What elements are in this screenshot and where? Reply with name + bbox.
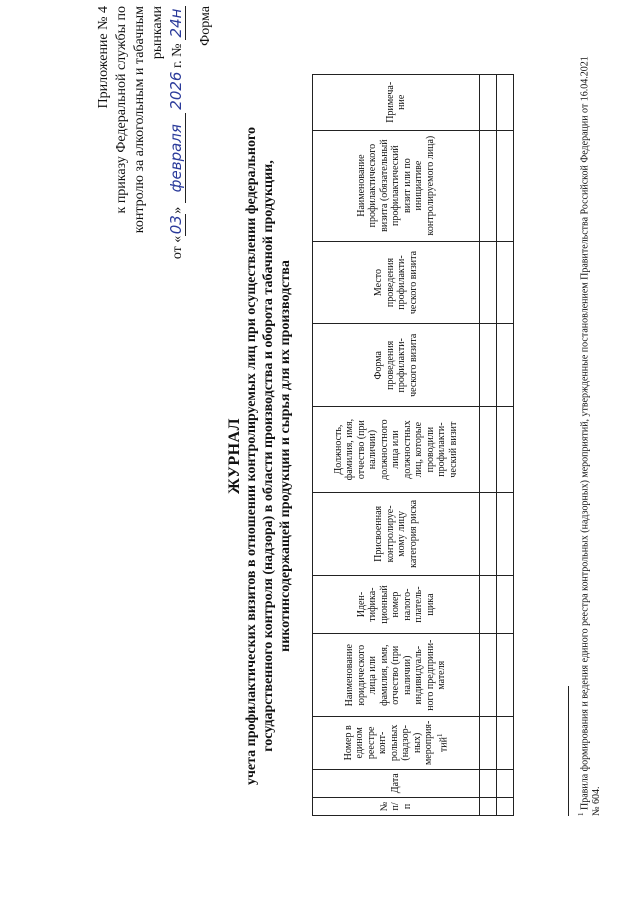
col-header-risk-category: Присвоенная контролируе-мому лицу категория риска (313, 492, 480, 575)
table-cell (497, 492, 514, 575)
appendix-block (95, 6, 187, 336)
col-header-number: № п/п (313, 797, 480, 815)
journal-title (226, 96, 294, 816)
footnote-divider (568, 686, 569, 816)
table-header-row (313, 75, 480, 816)
title-line-2: учета профилактических визитов в отношении контролируемых лиц при осуществлении федерального (244, 126, 259, 786)
table-cell (480, 75, 497, 131)
table-cell (480, 575, 497, 634)
handwritten-year: 2026 (167, 71, 185, 110)
table-body (480, 75, 514, 816)
table-cell (480, 634, 497, 717)
table-cell (497, 130, 514, 241)
table-cell (497, 407, 514, 493)
col-header-official: Должность, фамилия, имя, отчество (при наличии) должностного лица или должностных лиц, которые проводили профилакти-ческий визит (313, 407, 480, 493)
col-header-inn: Иден-тифика-ционный номер налого-платель-щика (313, 575, 480, 634)
col-header-date: Дата (313, 769, 480, 797)
appendix-line-1: Приложение № 4 (96, 6, 111, 109)
table-cell (480, 769, 497, 797)
appendix-date-line (167, 6, 187, 336)
table-cell (497, 241, 514, 324)
table-cell (480, 324, 497, 407)
title-line-4: никотинсодержащей продукции и сырья для их производства (278, 260, 293, 652)
col-header-visit-form: Форма проведения профилакти-ческого визита (313, 324, 480, 407)
date-suffix: г. № (170, 43, 185, 72)
handwritten-month: февраля (167, 113, 186, 203)
table-cell (497, 575, 514, 634)
footnote-mark: 1 (577, 812, 585, 816)
table-cell (497, 797, 514, 815)
footnote-text: Правила формирования и ведения единого реестра контрольных (надзорных) мероприятий, утвержденные постановлением Правительства Российской Федерации от 16.04.2021 № 604. (579, 56, 603, 816)
footnote-ref: 1 (435, 733, 444, 738)
date-prefix: от « (170, 235, 185, 260)
col-header-registry-number (313, 717, 480, 769)
appendix-line-4: рынками (150, 6, 165, 60)
col-header-visit-type: Наименование профилактического визита (обязательный профилактический визит или по инициативе контролируемого лица) (313, 130, 480, 241)
table-cell (480, 241, 497, 324)
date-quote: » (170, 206, 185, 214)
table-cell (480, 797, 497, 815)
journal-table (312, 74, 514, 816)
table-cell (480, 717, 497, 769)
handwritten-day: 03 (167, 215, 185, 235)
form-label: Форма (198, 6, 213, 46)
appendix-line-2: к приказу Федеральной службы по (114, 6, 129, 214)
col-header-entity-name: Наименование юридического лица или фамилия, имя, отчество (при наличии) индивидуаль-ного предприни-мателя (313, 634, 480, 717)
appendix-line-3: контролю за алкогольным и табачным (132, 6, 147, 234)
table-cell (480, 407, 497, 493)
table-cell (497, 75, 514, 131)
footnote (575, 56, 603, 816)
col-header-note: Примеча-ние (313, 75, 480, 131)
table-cell (497, 634, 514, 717)
table-row (480, 75, 497, 816)
handwritten-number: 24н (167, 6, 186, 40)
table-row (497, 75, 514, 816)
col-header-visit-place: Место проведения профилакти-ческого визита (313, 241, 480, 324)
table-cell (480, 492, 497, 575)
registry-number-text: Номер в едином реестре конт-рольных (надзор-ных) мероприя-тий (342, 720, 449, 766)
table-cell (497, 717, 514, 769)
table-cell (497, 324, 514, 407)
table-cell (497, 769, 514, 797)
title-heading: ЖУРНАЛ (226, 417, 243, 495)
table-cell (480, 130, 497, 241)
title-line-3: государственного контроля (надзора) в области производства и оборота табачной продукции, (261, 160, 276, 752)
